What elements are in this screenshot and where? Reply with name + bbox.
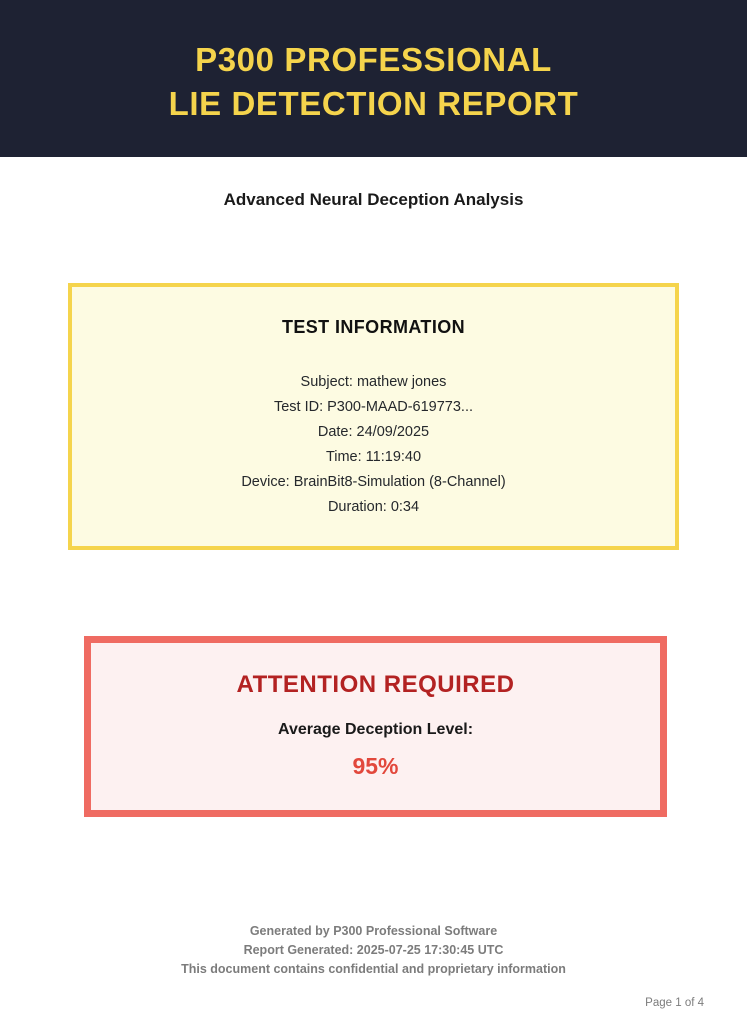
test-info-duration: Duration: 0:34 (327, 499, 420, 515)
attention-required-panel (84, 636, 667, 817)
attention-required-title: ATTENTION REQUIRED (236, 671, 515, 698)
test-information-title: TEST INFORMATION (281, 317, 466, 337)
test-info-subject: Subject: mathew jones (300, 374, 447, 390)
footer-generated-by: Generated by P300 Professional Software (249, 924, 498, 938)
footer-report-generated: Report Generated: 2025-07-25 17:30:45 UTC (243, 943, 504, 957)
test-info-test-id: Test ID: P300-MAAD-619773... (273, 399, 474, 415)
average-deception-level-label: Average Deception Level: (277, 721, 474, 738)
average-deception-level-value: 95% (352, 753, 399, 779)
page-number: Page 1 of 4 (645, 997, 704, 1009)
test-info-time: Time: 11:19:40 (325, 449, 422, 465)
test-info-device: Device: BrainBit8-Simulation (8-Channel) (241, 474, 506, 490)
report-subtitle: Advanced Neural Deception Analysis (223, 190, 524, 209)
report-header (0, 0, 747, 157)
report-title-line-2: LIE DETECTION REPORT (168, 84, 579, 122)
test-information-panel (68, 283, 679, 550)
footer-confidentiality-notice: This document contains confidential and proprietary information (181, 962, 566, 976)
report-title-line-1: P300 PROFESSIONAL (195, 40, 552, 78)
report-footer (0, 922, 747, 979)
test-info-date: Date: 24/09/2025 (317, 424, 430, 440)
